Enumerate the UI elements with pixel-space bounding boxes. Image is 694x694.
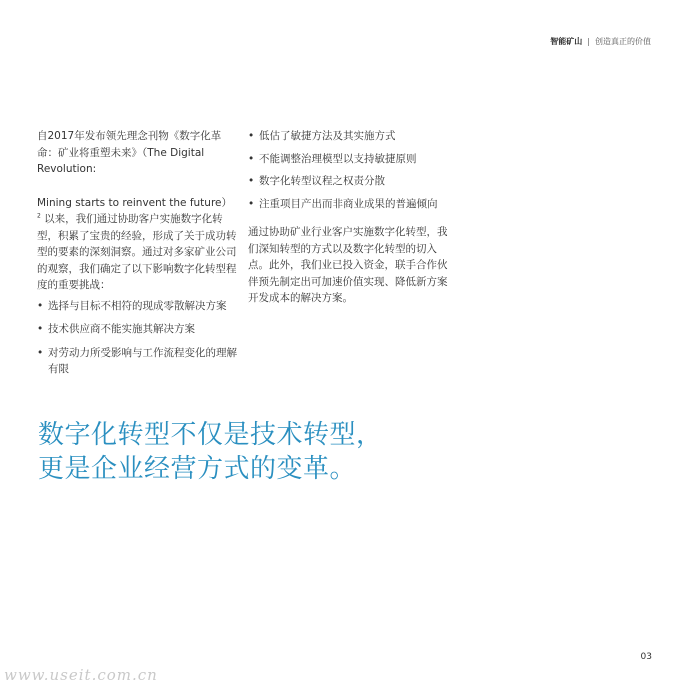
- left-column: [37, 128, 237, 385]
- header-separator: |: [587, 37, 590, 46]
- bullet-icon: •: [248, 130, 255, 142]
- intro-paragraph-2: [37, 195, 237, 294]
- list-item: [248, 173, 448, 190]
- list-item-text: 注重项目产出而非商业成果的普遍倾向: [259, 197, 438, 210]
- list-item: [248, 128, 448, 145]
- bullet-icon: •: [37, 323, 44, 335]
- headline-line-2: 更是企业经营方式的变革。: [38, 454, 357, 484]
- list-item: [248, 196, 448, 213]
- list-item: [37, 298, 237, 315]
- bullet-icon: •: [248, 197, 255, 210]
- header-brand: 智能矿山: [550, 37, 583, 46]
- page-number: 03: [640, 652, 652, 662]
- challenge-list-right: [248, 128, 448, 212]
- right-column: [248, 128, 448, 307]
- header-tagline: 创造真正的价值: [595, 37, 651, 46]
- list-item-text: 不能调整治理模型以支持敏捷原则: [259, 152, 417, 165]
- list-item-text: 选择与目标不相符的现成零散解决方案: [48, 299, 227, 312]
- list-item: [248, 151, 448, 168]
- bullet-icon: •: [248, 152, 255, 165]
- footnote-ref: 2: [37, 212, 41, 220]
- list-item: [37, 321, 237, 338]
- intro-english-title: Mining starts to reinvent the future）: [37, 196, 232, 209]
- headline-line-1: 数字化转型不仅是技术转型，: [38, 420, 383, 450]
- intro-paragraph-1: 自2017年发布领先理念刊物《数字化革命：矿业将重塑未来》（The Digital Revolution:: [37, 130, 222, 175]
- list-item-text: 技术供应商不能实施其解决方案: [48, 323, 195, 335]
- list-item: [37, 345, 237, 378]
- bullet-icon: •: [248, 175, 255, 187]
- approach-paragraph: 通过协助矿业行业客户实施数字化转型，我们深知转型的方式以及数字化转型的切入点。此外，我们业已投入资金，联手合作伙伴预先制定出可加速价值实现、降低新方案开发成本的解决方案。: [248, 226, 448, 304]
- list-item-text: 低估了敏捷方法及其实施方式: [259, 130, 396, 142]
- page-header: [550, 36, 651, 47]
- pull-quote-headline: [38, 418, 438, 486]
- challenge-list-left: [37, 298, 237, 378]
- bullet-icon: •: [37, 299, 44, 312]
- list-item-text: 对劳动力所受影响与工作流程变化的理解有限: [48, 346, 237, 375]
- list-item-text: 数字化转型议程之权责分散: [259, 175, 385, 187]
- intro-body: 以来，我们通过协助客户实施数字化转型，积累了宝贵的经验，形成了关于成功转型的要素的深刻洞察。通过对多家矿业公司的观察，我们确定了以下影响数字化转型程度的重要挑战：: [37, 213, 237, 291]
- paragraph-gap: [37, 178, 237, 195]
- watermark-text: www.useit.com.cn: [4, 666, 158, 684]
- bullet-icon: •: [37, 346, 44, 359]
